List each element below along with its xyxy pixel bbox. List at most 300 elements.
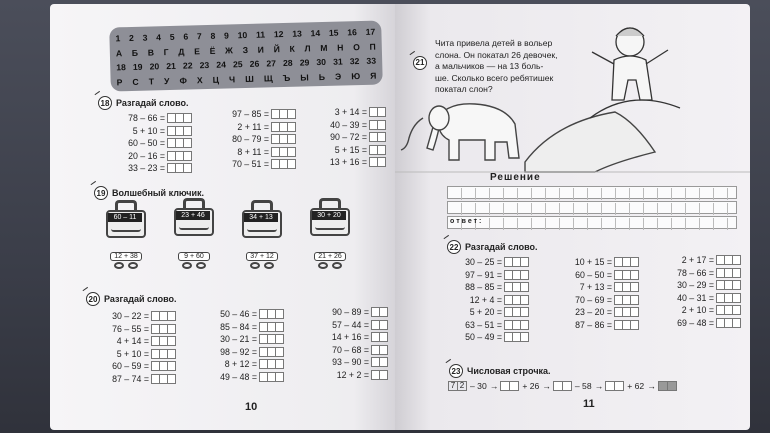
grid-cell[interactable] bbox=[588, 203, 602, 215]
exercise-row bbox=[425, 319, 529, 332]
right-page-number: 11 bbox=[583, 398, 595, 410]
alphabet-cell: 27 bbox=[266, 58, 277, 69]
grid-cell[interactable] bbox=[616, 218, 630, 230]
task-number-badge: 23 bbox=[449, 364, 463, 378]
answer-cell[interactable] bbox=[287, 109, 296, 119]
task-22-col-2 bbox=[535, 256, 639, 331]
left-page-number: 10 bbox=[245, 401, 258, 413]
grid-cell[interactable] bbox=[602, 203, 616, 215]
grid-cell[interactable] bbox=[686, 203, 700, 215]
alphabet-cell: 21 bbox=[166, 60, 176, 72]
alphabet-cell: Ы bbox=[300, 71, 309, 83]
exercise-expression: 30 – 22 = bbox=[112, 311, 149, 322]
exercise-expression: 97 – 91 = bbox=[465, 269, 502, 280]
grid-cell[interactable] bbox=[448, 203, 462, 215]
answer-cell[interactable] bbox=[167, 324, 176, 334]
alphabet-cell: 16 bbox=[347, 27, 357, 38]
alphabet-cell: И bbox=[257, 44, 265, 55]
grid-cell[interactable] bbox=[672, 218, 686, 230]
padlock bbox=[106, 200, 146, 238]
answer-box[interactable] bbox=[614, 381, 624, 391]
task-18-col-2 bbox=[196, 108, 296, 171]
left-page bbox=[50, 4, 395, 430]
alphabet-cell: Г bbox=[163, 46, 169, 57]
exercise-row bbox=[92, 137, 192, 150]
answer-grid-row bbox=[447, 216, 737, 229]
answer-cell[interactable] bbox=[183, 138, 192, 148]
exercise-row bbox=[72, 335, 176, 348]
alphabet-cell: Ъ bbox=[282, 72, 291, 83]
grid-cell[interactable] bbox=[504, 218, 518, 230]
exercise-expression: 57 – 44 = bbox=[332, 319, 369, 330]
alphabet-cell: 23 bbox=[199, 59, 210, 71]
exercise-row bbox=[535, 294, 639, 307]
answer-cell[interactable] bbox=[520, 282, 529, 292]
exercise-row bbox=[92, 162, 192, 175]
exercise-expression: 10 + 15 = bbox=[574, 257, 612, 268]
problem-text bbox=[415, 38, 565, 96]
answer-cell[interactable] bbox=[183, 113, 192, 123]
alphabet-cell: П bbox=[369, 41, 376, 52]
alphabet-cell: 1 bbox=[115, 33, 121, 44]
answer-cell[interactable] bbox=[630, 257, 639, 267]
answer-cell[interactable] bbox=[732, 305, 741, 315]
exercise-expression: 2 + 17 = bbox=[681, 255, 714, 266]
answer-cell[interactable] bbox=[520, 270, 529, 280]
answer-cell[interactable] bbox=[520, 332, 529, 342]
task-22-col-3 bbox=[641, 254, 741, 329]
grid-cell[interactable] bbox=[476, 188, 490, 200]
answer-cell[interactable] bbox=[379, 357, 388, 367]
exercise-expression: 70 – 68 = bbox=[332, 344, 369, 355]
task-21-problem bbox=[415, 38, 565, 96]
grid-cell[interactable] bbox=[714, 188, 728, 200]
alphabet-cell: 22 bbox=[182, 60, 193, 71]
exercise-row bbox=[641, 317, 741, 330]
grid-cell[interactable] bbox=[700, 218, 714, 230]
exercise-expression: 30 – 25 = bbox=[465, 257, 502, 268]
grid-cell[interactable] bbox=[672, 188, 686, 200]
task-number-badge: 21 bbox=[413, 56, 427, 70]
grid-cell[interactable] bbox=[476, 203, 490, 215]
chain-operation: + 62 bbox=[627, 381, 645, 391]
solution-grid-row-1 bbox=[447, 186, 737, 199]
problem-line: Чита привела детей в вольер bbox=[435, 38, 553, 48]
answer-cell[interactable] bbox=[183, 151, 192, 161]
keyhole-icon bbox=[315, 224, 345, 230]
grid-cell[interactable] bbox=[532, 188, 546, 200]
exercise-row bbox=[535, 269, 639, 282]
arrow-icon: → bbox=[489, 381, 499, 391]
arrow-icon: → bbox=[594, 381, 604, 391]
answer-cell[interactable] bbox=[287, 159, 296, 169]
answer-cell[interactable] bbox=[520, 320, 529, 330]
exercise-row bbox=[425, 294, 529, 307]
exercise-expression: 14 + 16 = bbox=[331, 332, 369, 343]
grid-cell[interactable] bbox=[532, 218, 546, 230]
exercise-row bbox=[180, 358, 284, 371]
answer-cell[interactable] bbox=[630, 295, 639, 305]
exercise-row bbox=[180, 333, 284, 346]
grid-cell[interactable] bbox=[518, 203, 532, 215]
answer-cell[interactable] bbox=[379, 370, 388, 380]
exercise-expression: 70 – 51 = bbox=[232, 159, 269, 170]
keys-row bbox=[106, 251, 395, 273]
exercise-row bbox=[196, 121, 296, 134]
keyhole-icon bbox=[111, 226, 141, 232]
key-ring-icon bbox=[196, 262, 206, 269]
key-expression: 21 + 26 bbox=[314, 252, 346, 261]
exercise-row bbox=[72, 323, 176, 336]
exercise-expression: 13 + 16 = bbox=[329, 157, 367, 168]
answer-cell[interactable] bbox=[183, 163, 192, 173]
grid-cell[interactable] bbox=[658, 203, 672, 215]
exercise-row bbox=[72, 373, 176, 386]
exercise-expression: 63 – 51 = bbox=[465, 319, 502, 330]
grid-cell[interactable] bbox=[714, 203, 728, 215]
grid-cell[interactable] bbox=[700, 203, 714, 215]
alphabet-cell: Ш bbox=[245, 73, 254, 84]
grid-cell[interactable] bbox=[546, 188, 560, 200]
exercise-expression: 78 – 66 = bbox=[128, 113, 165, 124]
answer-cell[interactable] bbox=[287, 147, 296, 157]
answer-cell[interactable] bbox=[520, 257, 529, 267]
exercise-row bbox=[425, 281, 529, 294]
exercise-expression: 90 – 72 = bbox=[330, 132, 367, 143]
answer-cell[interactable] bbox=[379, 320, 388, 330]
arrow-icon: → bbox=[647, 381, 656, 391]
exercise-row bbox=[288, 369, 388, 382]
answer-cell[interactable] bbox=[167, 311, 176, 321]
exercise-expression: 3 + 14 = bbox=[334, 107, 367, 118]
exercise-expression: 98 – 92 = bbox=[220, 346, 257, 357]
exercise-expression: 12 + 2 = bbox=[336, 369, 369, 380]
exercise-row bbox=[196, 158, 296, 171]
key[interactable] bbox=[242, 251, 282, 271]
task-18-col-1 bbox=[92, 112, 192, 175]
task-22-header bbox=[447, 240, 538, 254]
grid-cell[interactable] bbox=[560, 188, 574, 200]
answer-cell[interactable] bbox=[287, 134, 296, 144]
grid-cell[interactable] bbox=[532, 203, 546, 215]
answer-cell[interactable] bbox=[275, 372, 284, 382]
exercise-expression: 40 – 31 = bbox=[677, 292, 714, 303]
grid-cell[interactable] bbox=[448, 188, 462, 200]
exercise-row bbox=[288, 331, 388, 344]
exercise-row bbox=[535, 281, 639, 294]
alphabet-cell: Ж bbox=[224, 44, 233, 56]
answer-cell[interactable] bbox=[183, 126, 192, 136]
grid-cell[interactable] bbox=[658, 188, 672, 200]
exercise-row bbox=[298, 156, 386, 169]
task-20-header bbox=[86, 292, 177, 306]
arrow-icon: → bbox=[542, 381, 551, 391]
exercise-row bbox=[72, 348, 176, 361]
exercise-row bbox=[92, 150, 192, 163]
answer-cell[interactable] bbox=[377, 107, 386, 117]
exercise-row bbox=[425, 269, 529, 282]
grid-cell[interactable] bbox=[616, 188, 630, 200]
exercise-row bbox=[288, 344, 388, 357]
answer-cell[interactable] bbox=[630, 307, 639, 317]
key[interactable] bbox=[310, 251, 350, 271]
alphabet-cell: Л bbox=[304, 42, 311, 53]
key-expression: 12 + 38 bbox=[110, 252, 142, 261]
grid-cell[interactable] bbox=[588, 218, 602, 230]
exercise-expression: 30 – 29 = bbox=[677, 280, 714, 291]
alphabet-cell: А bbox=[115, 47, 123, 58]
key-ring-icon bbox=[114, 262, 124, 269]
exercise-row bbox=[196, 133, 296, 146]
answer-cell[interactable] bbox=[275, 347, 284, 357]
exercise-row bbox=[196, 146, 296, 159]
exercise-row bbox=[641, 267, 741, 280]
grid-cell[interactable] bbox=[490, 188, 504, 200]
alphabet-cell: 25 bbox=[232, 59, 243, 70]
padlock bbox=[310, 198, 350, 236]
problem-line: а мальчиков — на 13 боль- bbox=[435, 61, 544, 71]
task-18-header bbox=[98, 96, 189, 110]
task-title: Числовая строчка. bbox=[467, 366, 551, 376]
grid-cell[interactable] bbox=[490, 203, 504, 215]
exercise-expression: 7 + 13 = bbox=[579, 282, 612, 293]
grid-cell[interactable] bbox=[574, 203, 588, 215]
exercise-expression: 5 + 10 = bbox=[116, 348, 149, 359]
answer-label: о т в е т : bbox=[450, 218, 482, 225]
exercise-row bbox=[196, 108, 296, 121]
exercise-expression: 12 + 4 = bbox=[469, 294, 502, 305]
exercise-row bbox=[641, 304, 741, 317]
key-ring-icon bbox=[264, 262, 274, 269]
exercise-expression: 60 – 50 = bbox=[128, 138, 165, 149]
exercise-expression: 50 – 46 = bbox=[220, 309, 257, 320]
problem-line: ше. Сколько всего ребятишек bbox=[435, 72, 554, 83]
answer-cell[interactable] bbox=[167, 349, 176, 359]
key[interactable] bbox=[106, 251, 146, 271]
grid-cell[interactable] bbox=[490, 218, 504, 230]
alphabet-cell: 5 bbox=[169, 31, 175, 42]
alphabet-cell: Ф bbox=[179, 75, 187, 86]
exercise-expression: 76 – 55 = bbox=[112, 323, 149, 334]
answer-cell[interactable] bbox=[520, 295, 529, 305]
exercise-expression: 97 – 85 = bbox=[232, 109, 269, 120]
exercise-expression: 85 – 84 = bbox=[220, 321, 257, 332]
answer-cell[interactable] bbox=[732, 318, 741, 328]
exercise-expression: 80 – 79 = bbox=[232, 134, 269, 145]
task-title: Разгадай слово. bbox=[116, 98, 189, 108]
answer-cell[interactable] bbox=[167, 374, 176, 384]
task-22-col-1 bbox=[425, 256, 529, 344]
grid-cell[interactable] bbox=[462, 203, 476, 215]
grid-cell[interactable] bbox=[686, 188, 700, 200]
exercise-expression: 40 – 39 = bbox=[330, 119, 367, 130]
task-18-col-3 bbox=[298, 106, 386, 169]
alphabet-cell: 31 bbox=[332, 56, 343, 67]
answer-cell[interactable] bbox=[379, 332, 388, 342]
grid-cell[interactable] bbox=[462, 188, 476, 200]
answer-cell[interactable] bbox=[630, 270, 639, 280]
grid-cell[interactable] bbox=[616, 203, 630, 215]
alphabet-cell: 19 bbox=[132, 61, 143, 72]
alphabet-cell: 15 bbox=[328, 27, 339, 38]
alphabet-cell: С bbox=[132, 76, 139, 87]
task-number-badge: 22 bbox=[447, 240, 461, 254]
grid-cell[interactable] bbox=[630, 218, 644, 230]
answer-cell[interactable] bbox=[732, 293, 741, 303]
answer-box[interactable] bbox=[562, 381, 572, 391]
exercise-row bbox=[425, 256, 529, 269]
alphabet-cell: Э bbox=[334, 71, 342, 82]
task-title: Разгадай слово. bbox=[465, 242, 538, 252]
exercise-row bbox=[180, 321, 284, 334]
padlock-expression: 60 – 11 bbox=[108, 213, 142, 222]
alphabet-cell: К bbox=[289, 43, 295, 54]
grid-cell[interactable] bbox=[588, 188, 602, 200]
alphabet-cell: 26 bbox=[249, 58, 260, 69]
answer-box[interactable] bbox=[667, 381, 677, 391]
alphabet-cell: 32 bbox=[349, 56, 360, 67]
alphabet-cell: 20 bbox=[149, 61, 160, 72]
answer-cell[interactable] bbox=[379, 307, 388, 317]
grid-cell[interactable] bbox=[560, 218, 574, 230]
grid-cell[interactable] bbox=[504, 203, 518, 215]
alphabet-cell: 7 bbox=[196, 31, 202, 42]
answer-cell[interactable] bbox=[275, 309, 284, 319]
alphabet-cell: Ч bbox=[228, 73, 236, 84]
exercise-row bbox=[180, 371, 284, 384]
key-expression: 37 + 12 bbox=[246, 252, 278, 261]
alphabet-cell: Е bbox=[194, 45, 201, 56]
grid-cell[interactable] bbox=[560, 203, 574, 215]
grid-cell[interactable] bbox=[630, 203, 644, 215]
alphabet-cell: 2 bbox=[128, 32, 134, 44]
exercise-expression: 60 – 59 = bbox=[112, 361, 149, 372]
task-20-col-3 bbox=[288, 306, 388, 381]
grid-cell[interactable] bbox=[574, 188, 588, 200]
answer-cell[interactable] bbox=[275, 322, 284, 332]
answer-cell[interactable] bbox=[167, 361, 176, 371]
exercise-expression: 8 + 11 = bbox=[237, 146, 269, 157]
alphabet-cell: З bbox=[242, 44, 249, 55]
answer-cell[interactable] bbox=[732, 255, 741, 265]
answer-cell[interactable] bbox=[520, 307, 529, 317]
padlock bbox=[174, 198, 214, 236]
task-title: Волшебный ключик. bbox=[112, 188, 205, 198]
answer-cell[interactable] bbox=[379, 345, 388, 355]
exercise-expression: 20 – 16 = bbox=[128, 150, 165, 161]
answer-cell[interactable] bbox=[377, 120, 386, 130]
task-number-badge: 19 bbox=[94, 186, 108, 200]
grid-cell[interactable] bbox=[644, 188, 658, 200]
exercise-row bbox=[425, 306, 529, 319]
key-ring-icon bbox=[182, 262, 192, 269]
grid-cell[interactable] bbox=[518, 188, 532, 200]
grid-cell[interactable] bbox=[546, 203, 560, 215]
task-20-col-1 bbox=[72, 310, 176, 385]
alphabet-cell: 10 bbox=[237, 29, 248, 41]
exercise-row bbox=[535, 319, 639, 332]
chain-operation: + 26 bbox=[522, 381, 540, 391]
alphabet-cell: Ц bbox=[212, 74, 220, 85]
exercise-row bbox=[298, 131, 386, 144]
answer-cell[interactable] bbox=[287, 122, 296, 132]
padlock bbox=[242, 200, 282, 238]
grid-cell[interactable] bbox=[630, 188, 644, 200]
grid-cell[interactable] bbox=[686, 218, 700, 230]
key-expression: 9 + 60 bbox=[178, 252, 210, 261]
problem-line: слона. Он покатал 26 девочек, bbox=[435, 49, 558, 60]
answer-cell[interactable] bbox=[377, 145, 386, 155]
alphabet-cell: 4 bbox=[156, 32, 162, 43]
exercise-expression: 93 – 90 = bbox=[332, 357, 369, 368]
grid-cell[interactable] bbox=[672, 203, 686, 215]
exercise-row bbox=[298, 106, 386, 119]
answer-cell[interactable] bbox=[377, 157, 386, 167]
alphabet-cell: У bbox=[163, 75, 170, 86]
key-ring-icon bbox=[332, 262, 342, 269]
padlock-expression: 23 + 46 bbox=[176, 211, 210, 220]
exercise-row bbox=[298, 119, 386, 132]
keyhole-icon bbox=[247, 226, 277, 232]
answer-cell[interactable] bbox=[732, 280, 741, 290]
exercise-row bbox=[180, 308, 284, 321]
grid-cell[interactable] bbox=[644, 203, 658, 215]
grid-cell[interactable] bbox=[574, 218, 588, 230]
answer-cell[interactable] bbox=[167, 336, 176, 346]
exercise-expression: 5 + 20 = bbox=[469, 307, 502, 318]
grid-cell[interactable] bbox=[602, 218, 616, 230]
answer-cell[interactable] bbox=[275, 359, 284, 369]
answer-cell[interactable] bbox=[630, 320, 639, 330]
alphabet-cell: 18 bbox=[116, 62, 126, 73]
alphabet-cell: 11 bbox=[255, 29, 266, 40]
exercise-expression: 87 – 74 = bbox=[112, 373, 149, 384]
alphabet-cell: Д bbox=[178, 46, 185, 57]
grid-cell[interactable] bbox=[658, 218, 672, 230]
task-title: Разгадай слово. bbox=[104, 294, 177, 304]
answer-box[interactable] bbox=[509, 381, 519, 391]
padlock-expression: 34 + 13 bbox=[244, 213, 278, 222]
grid-cell[interactable] bbox=[504, 188, 518, 200]
alphabet-cell: Х bbox=[196, 74, 203, 85]
exercise-expression: 60 – 50 = bbox=[575, 269, 612, 280]
answer-cell[interactable] bbox=[630, 282, 639, 292]
exercise-row bbox=[288, 356, 388, 369]
grid-cell[interactable] bbox=[546, 218, 560, 230]
start-digit-box: 2 bbox=[457, 381, 467, 391]
grid-cell[interactable] bbox=[518, 218, 532, 230]
number-chain bbox=[449, 379, 739, 393]
answer-cell[interactable] bbox=[732, 268, 741, 278]
grid-cell[interactable] bbox=[644, 218, 658, 230]
key[interactable] bbox=[174, 251, 214, 271]
exercise-row bbox=[92, 125, 192, 138]
alphabet-cell: Р bbox=[116, 76, 123, 87]
alphabet-cell: 8 bbox=[210, 30, 216, 41]
answer-cell[interactable] bbox=[377, 132, 386, 142]
task-number-badge: 18 bbox=[98, 96, 112, 110]
exercise-expression: 87 – 86 = bbox=[575, 319, 612, 330]
grid-cell[interactable] bbox=[602, 188, 616, 200]
grid-cell[interactable] bbox=[700, 188, 714, 200]
alphabet-cell: 30 bbox=[316, 56, 327, 68]
answer-cell[interactable] bbox=[275, 334, 284, 344]
grid-cell[interactable] bbox=[714, 218, 728, 230]
alphabet-cell: Щ bbox=[263, 72, 273, 84]
alphabet-cell: Ё bbox=[209, 45, 216, 56]
alphabet-cell: 13 bbox=[292, 28, 302, 39]
exercise-expression: 4 + 14 = bbox=[116, 336, 149, 347]
